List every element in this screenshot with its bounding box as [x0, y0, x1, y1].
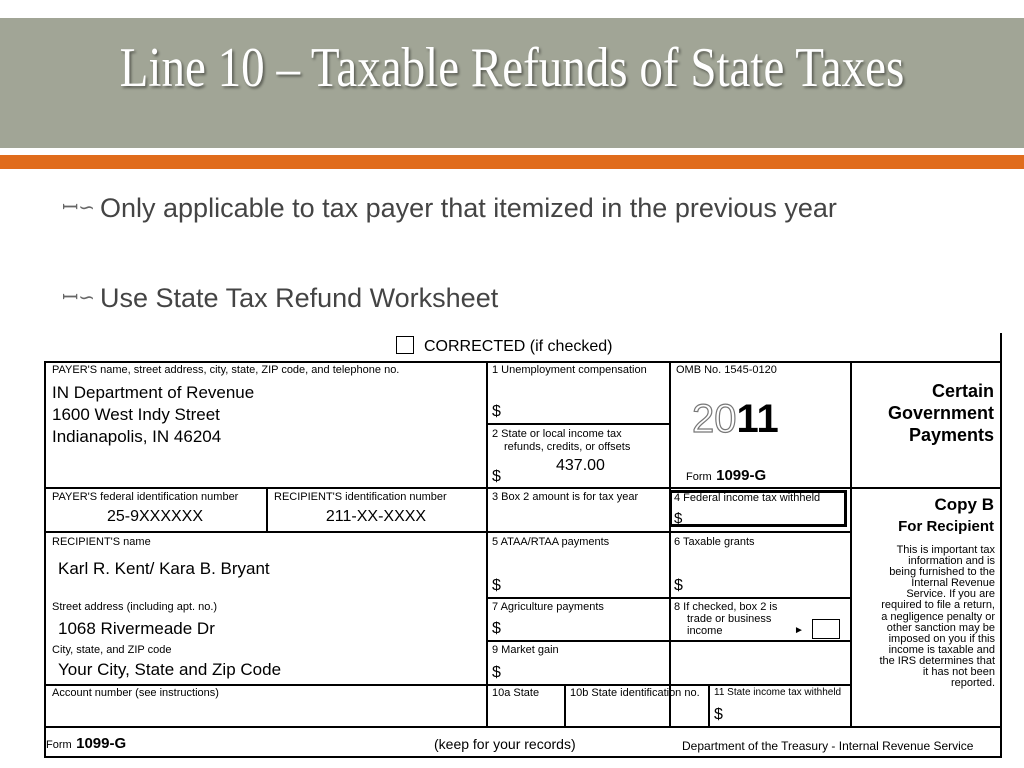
box9-dollar: $: [492, 664, 501, 681]
bullet-icon: ꟷ∽: [62, 287, 96, 309]
accent-bar: [0, 155, 1024, 169]
box10b-label: 10b State identification no.: [570, 687, 700, 699]
box6-label: 6 Taxable grants: [674, 536, 755, 548]
footer-form-id: Form 1099-G: [46, 735, 127, 752]
keep-records: (keep for your records): [434, 736, 576, 752]
city-label: City, state, and ZIP code: [52, 644, 172, 656]
box8-label-3: income: [687, 625, 723, 637]
recipient-id: 211-XX-XXXX: [325, 508, 427, 525]
street-label: Street address (including apt. no.): [52, 601, 218, 613]
copy-b: Copy B: [934, 495, 994, 514]
payer-city: Indianapolis, IN 46204: [52, 427, 222, 446]
box8-arrow-icon: ►: [794, 625, 804, 636]
payer-name: IN Department of Revenue: [52, 383, 255, 402]
account-label: Account number (see instructions): [52, 687, 219, 699]
form-title-2: Government: [887, 403, 994, 423]
form-title-3: Payments: [908, 425, 994, 445]
payer-fed-id-label: PAYER'S federal identification number: [52, 491, 239, 503]
box10a-label: 10a State: [492, 687, 540, 699]
recipient-name-label: RECIPIENT'S name: [52, 536, 151, 548]
box5-label: 5 ATAA/RTAA payments: [492, 536, 610, 548]
box11-label: 11 State income tax withheld: [714, 687, 842, 698]
recipient-city: Your City, State and Zip Code: [58, 660, 282, 679]
box3-label: 3 Box 2 amount is for tax year: [492, 491, 639, 503]
box1-dollar: $: [492, 403, 501, 420]
tax-year: 2011: [692, 397, 779, 441]
box7-label: 7 Agriculture payments: [492, 601, 604, 613]
bullet-icon: ꟷ∽: [62, 197, 96, 219]
recipient-id-label: RECIPIENT'S identification number: [274, 491, 447, 503]
box2-label-2: refunds, credits, or offsets: [504, 441, 631, 453]
payer-street: 1600 West Indy Street: [52, 405, 220, 424]
box4-dollar: $: [674, 510, 683, 527]
slide-title: Line 10 – Taxable Refunds of State Taxes: [119, 37, 905, 99]
recipient-name: Karl R. Kent/ Kara B. Bryant: [58, 559, 270, 578]
bullet-item: [62, 278, 942, 318]
bullet-text: Only applicable to tax payer that itemized in the previous year: [100, 193, 837, 223]
form-1099g: [44, 333, 1002, 758]
payer-fed-id: 25-9XXXXXX: [106, 508, 204, 525]
box11-dollar: $: [714, 706, 723, 723]
form-title-1: Certain: [931, 381, 994, 401]
for-recipient: For Recipient: [898, 518, 994, 535]
box7-dollar: $: [492, 620, 501, 637]
box1-label: 1 Unemployment compensation: [492, 364, 647, 376]
box6-dollar: $: [674, 577, 683, 594]
box5-dollar: $: [492, 577, 501, 594]
box2-label: 2 State or local income tax: [492, 428, 622, 440]
box8-checkbox[interactable]: [812, 619, 840, 639]
omb-number: OMB No. 1545-0120: [676, 364, 777, 376]
box4-label: 4 Federal income tax withheld: [674, 492, 821, 504]
department: Department of the Treasury - Internal Revenue Service: [682, 739, 974, 753]
box2-value: 437.00: [556, 457, 605, 474]
form-id: Form 1099-G: [686, 467, 767, 484]
box8-label-2: trade or business: [687, 613, 772, 625]
payer-label: PAYER'S name, street address, city, state, ZIP code, and telephone no.: [52, 364, 400, 376]
recipient-street: 1068 Rivermeade Dr: [58, 619, 215, 638]
bullet-item: [62, 188, 942, 268]
corrected-checkbox[interactable]: [396, 336, 414, 354]
corrected-label: CORRECTED (if checked): [424, 338, 613, 355]
notice-text: This is important tax information and is being furnished to the Internal Revenue Service. If you are required to file a return, a negligence penalty or other sanction may be imposed on you if this income is taxable and the IRS determines that it has not been reported.: [879, 544, 995, 690]
box8-label: 8 If checked, box 2 is: [674, 601, 778, 613]
box9-label: 9 Market gain: [492, 644, 559, 656]
bullet-text: Use State Tax Refund Worksheet: [100, 283, 499, 313]
box2-dollar: $: [492, 468, 501, 485]
